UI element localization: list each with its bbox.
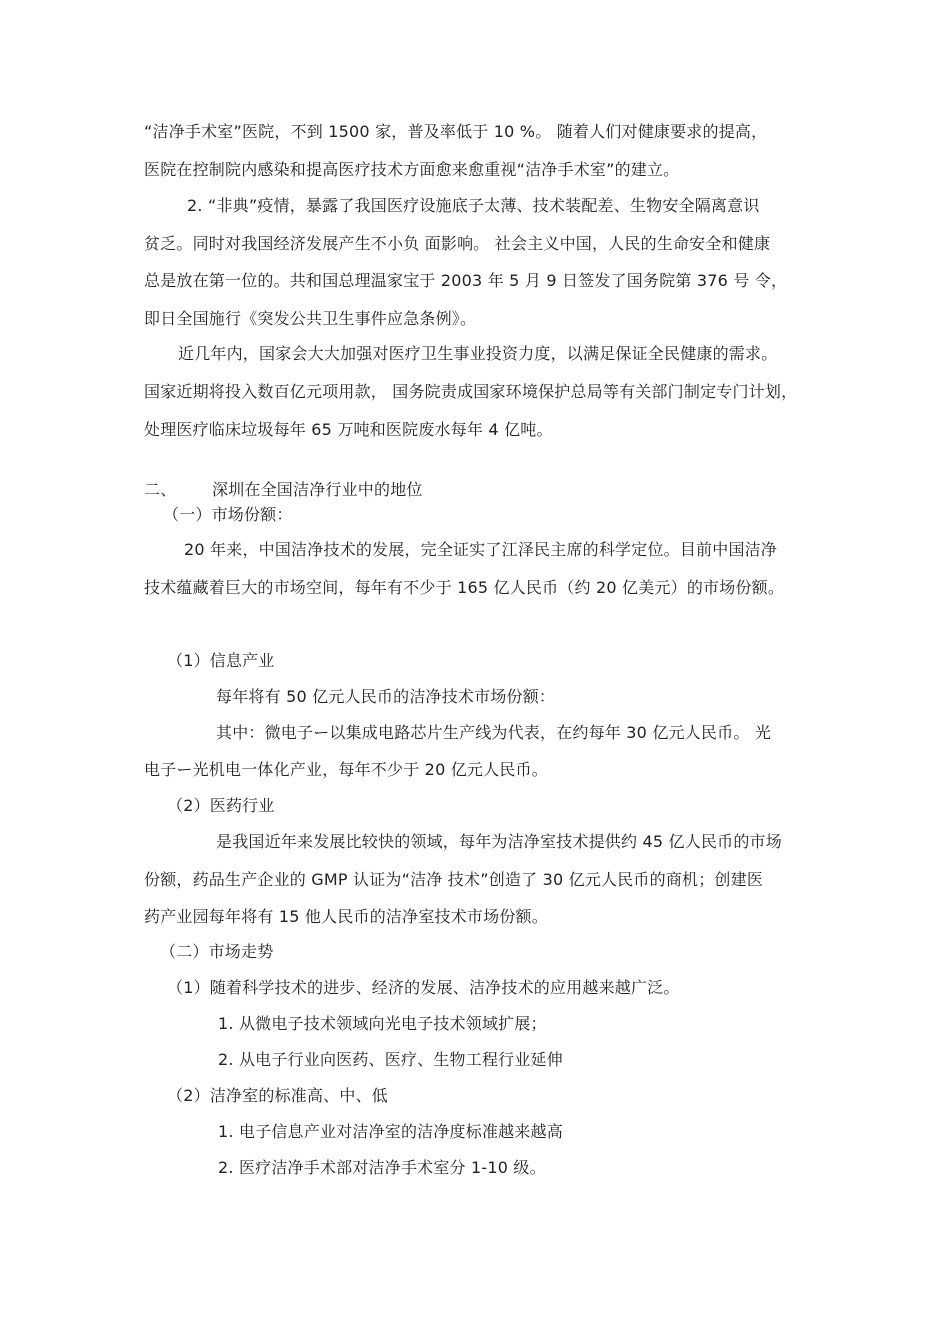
info-industry-line-1: 每年将有 50 亿元人民币的洁净技术市场份额： [216,687,556,706]
market-trend-heading: （二）市场走势 [160,942,274,961]
market-trend-item-1-sub-2: 2. 从电子行业向医药、医疗、生物工程行业延伸 [218,1050,563,1069]
market-share-heading: （一）市场份额： [163,505,293,524]
info-industry-line-3: 电子ー光机电一体化产业，每年不少于 20 亿元人民币。 [144,760,548,779]
paragraph-3-line-1: 近几年内，国家会大大加强对医疗卫生事业投资力度，以满足保证全民健康的需求。 [178,344,778,363]
section-2-title: 深圳在全国洁净行业中的地位 [212,480,423,499]
info-industry-line-2: 其中：微电子ー以集成电路芯片生产线为代表，在约每年 30 亿元人民币。 光 [216,723,772,742]
pharma-industry-line-2: 份额，药品生产企业的 GMP 认证为“洁净 技术”创造了 30 亿元人民币的商机；创建医 [144,870,764,889]
info-industry-heading: （1）信息产业 [167,651,275,670]
market-trend-item-2-sub-1: 1. 电子信息产业对洁净室的洁净度标准越来越高 [218,1122,563,1141]
market-trend-item-1: （1）随着科学技术的进步、经济的发展、洁净技术的应用越来越广泛。 [167,978,680,997]
market-share-line-2: 技术蕴藏着巨大的市场空间，每年有不少于 165 亿人民币（约 20 亿美元）的市场份额。 [144,578,785,597]
market-trend-item-2: （2）洁净室的标准高、中、低 [167,1086,388,1105]
paragraph-2-line-2: 贫乏。同时对我国经济发展产生不小负 面影响。 社会主义中国，人民的生命安全和健康 [144,234,771,253]
paragraph-2-line-3: 总是放在第一位的。共和国总理温家宝于 2003 年 5 月 9 日签发了国务院第 376 号 令， [144,271,788,290]
section-2-number: 二、 [144,480,177,499]
pharma-industry-heading: （2）医药行业 [167,796,275,815]
market-trend-item-2-sub-2: 2. 医疗洁净手术部对洁净手术室分 1-10 级。 [218,1158,546,1177]
pharma-industry-line-1: 是我国近年来发展比较快的领域，每年为洁净室技术提供约 45 亿人民币的市场 [216,832,782,851]
paragraph-2-line-4: 即日全国施行《突发公共卫生事件应急条例》。 [144,309,477,328]
paragraph-1-line-1: “洁净手术室”医院，不到 1500 家，普及率低于 10 %。 随着人们对健康要求的提高， [144,122,768,141]
section-2-heading [144,480,423,500]
market-share-line-1: 20 年来，中国洁净技术的发展，完全证实了江泽民主席的科学定位。目前中国洁净 [184,540,778,559]
paragraph-1-line-2: 医院在控制院内感染和提高医疗技术方面愈来愈重视“洁净手术室”的建立。 [144,160,680,179]
paragraph-2-line-1: 2. “非典”疫情，暴露了我国医疗设施底子太薄、技术装配差、生物安全隔离意识 [187,196,760,215]
market-trend-item-1-sub-1: 1. 从微电子技术领域向光电子技术领域扩展； [218,1014,547,1033]
paragraph-3-line-3: 处理医疗临床垃圾每年 65 万吨和医院废水每年 4 亿吨。 [144,420,553,439]
paragraph-3-line-2: 国家近期将投入数百亿元项用款， 国务院责成国家环境保护总局等有关部门制定专门计划， [144,382,798,401]
pharma-industry-line-3: 药产业园每年将有 15 他人民币的洁净室技术市场份额。 [144,907,548,926]
